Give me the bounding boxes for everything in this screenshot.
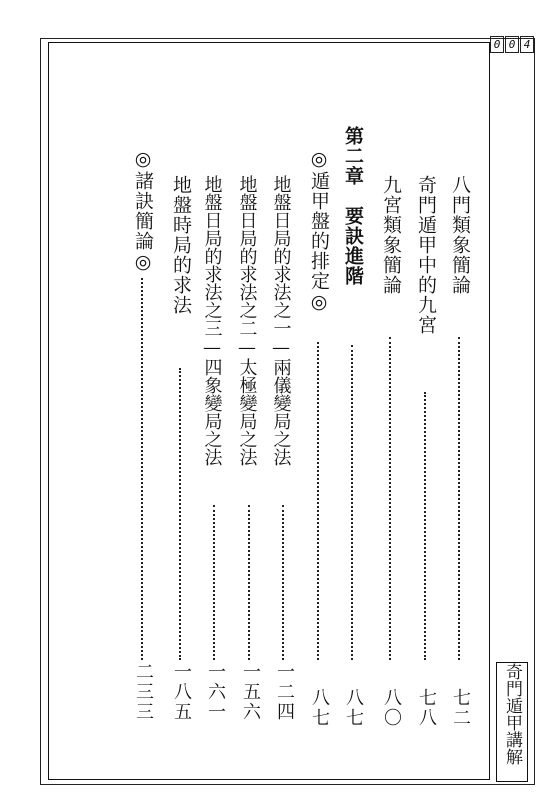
toc-entry xyxy=(271,0,297,760)
toc-entry-title: ◎遁甲盤的排定◎ xyxy=(308,148,330,314)
toc-entry-page: 一二四 xyxy=(274,662,295,722)
book-spine-label xyxy=(496,662,528,782)
book-title: 奇門遁甲講解 xyxy=(502,663,522,765)
toc-entry-title: 地盤日局的求法之三—四象變局之法 xyxy=(201,175,223,466)
toc-entry-page: 七八 xyxy=(416,688,437,728)
toc-entry-title: 八門類象簡論 xyxy=(449,175,471,295)
toc-entry-page: 八七 xyxy=(309,688,330,728)
leader-dots xyxy=(458,337,460,660)
toc-entry-page: 八七 xyxy=(343,688,364,728)
toc-entry xyxy=(378,0,404,760)
toc-entry-title: 九宮類象簡論 xyxy=(380,175,402,295)
leader-dots xyxy=(282,505,284,660)
toc-entry-title: 奇門遁甲中的九宮 xyxy=(415,175,437,335)
toc-entry-page: 一八五 xyxy=(171,662,192,722)
leader-dots xyxy=(179,368,181,660)
chapter-heading xyxy=(340,0,366,760)
toc-entry-title: 地盤日局的求法之一—兩儀變局之法 xyxy=(270,175,292,466)
toc-entry xyxy=(237,0,263,760)
toc-entry-page: 一五六 xyxy=(240,662,261,722)
toc-entry xyxy=(130,0,156,760)
toc-entry xyxy=(168,0,194,760)
leader-dots xyxy=(317,342,319,660)
toc-entry-page: 一六一 xyxy=(205,662,226,722)
chapter-heading-title: 第二章 要訣進階 xyxy=(342,126,364,286)
toc-entry-title: 地盤日局的求法之二—太極變局之法 xyxy=(236,175,258,466)
toc-entry-page: 二三三 xyxy=(133,662,154,722)
leader-dots xyxy=(389,337,391,660)
page-number xyxy=(478,36,534,54)
leader-dots xyxy=(213,505,215,660)
toc-entry xyxy=(413,0,439,760)
toc-entry xyxy=(447,0,473,760)
toc-entry-page: 八〇 xyxy=(381,688,402,728)
leader-dots xyxy=(248,505,250,660)
page-number-digit: 4 xyxy=(520,36,534,53)
leader-dots xyxy=(424,392,426,660)
toc-entry xyxy=(306,0,332,760)
leader-dots xyxy=(351,345,353,660)
toc-entry-page: 七二 xyxy=(450,688,471,728)
page-number-digit: 0 xyxy=(490,36,504,53)
toc-entry xyxy=(202,0,228,760)
page-number-digit: 0 xyxy=(505,36,519,53)
leader-dots xyxy=(141,278,143,660)
toc-entry-title: 地盤時局的求法 xyxy=(170,175,192,315)
toc-entry-title: ◎諸訣簡論◎ xyxy=(132,148,154,274)
